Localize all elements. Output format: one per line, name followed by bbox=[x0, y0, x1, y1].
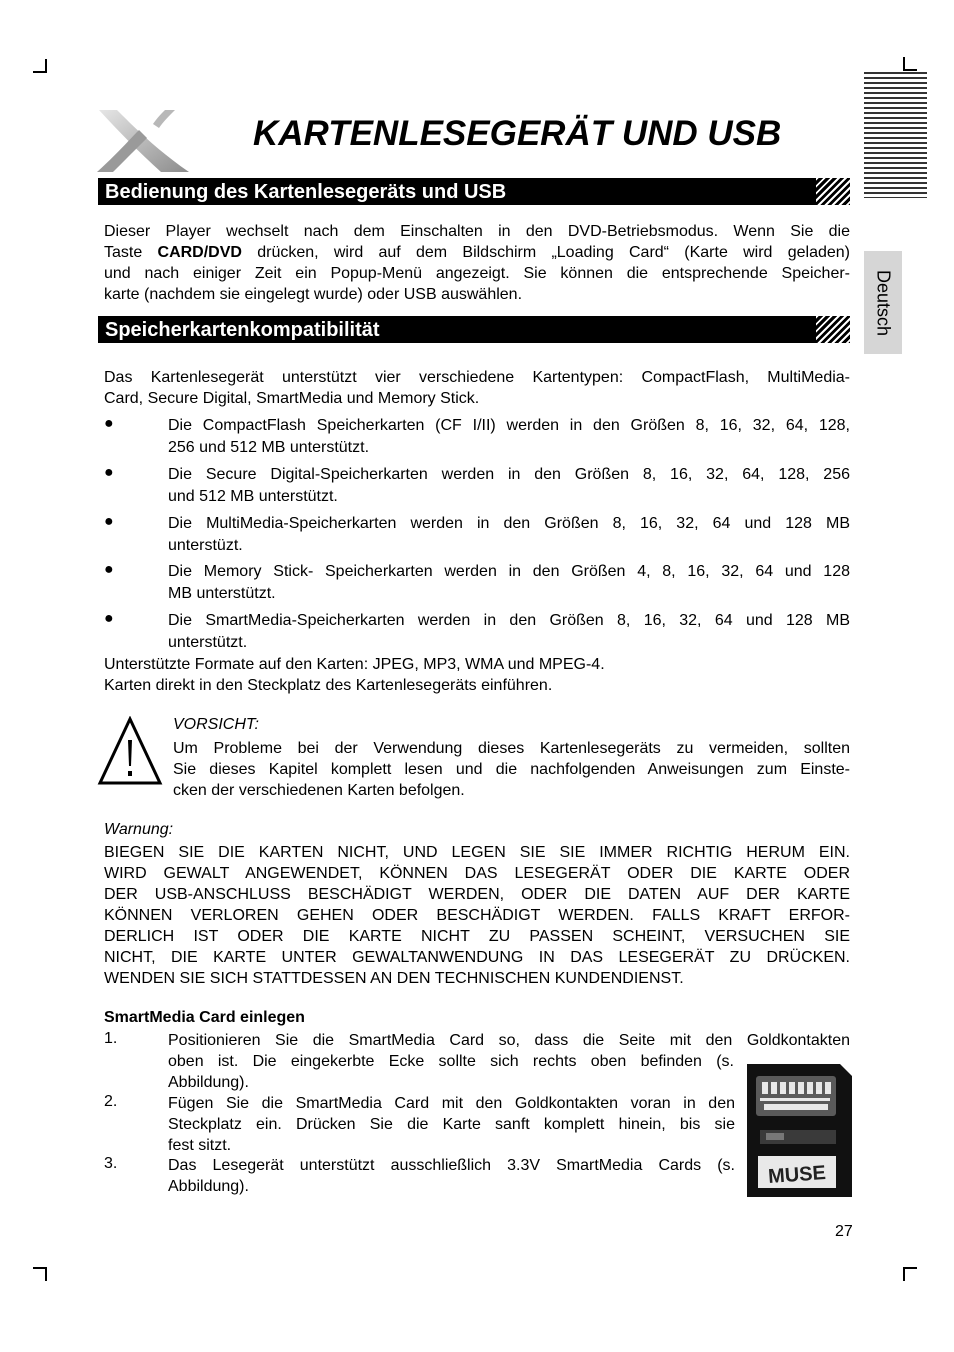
page-number: 27 bbox=[835, 1223, 853, 1240]
text-line: cken der verschiedenen Karten befolgen. bbox=[173, 782, 465, 799]
text-line: KÖNNEN VERLOREN GEHEN ODER BESCHÄDIGT WERDEN. FALLS KRAFT ERFOR- bbox=[104, 907, 850, 924]
text-line: karte (nachdem sie eingelegt wurde) oder USB auswählen. bbox=[104, 286, 523, 303]
heading-bar-pattern bbox=[816, 178, 850, 205]
text-line: Die CompactFlash Speicherkarten (CF I/II) werden in den Größen 8, 16, 32, 64, 128, bbox=[168, 417, 850, 434]
text-line: 256 und 512 MB unterstützt. bbox=[168, 439, 370, 456]
section-heading: Bedienung des Kartenlesegeräts und USB bbox=[105, 181, 507, 203]
text-fragment: Taste bbox=[104, 244, 158, 261]
text-line: WENDEN SIE SICH STATTDESSEN AN DEN TECHNISCHEN KUNDENDIENST. bbox=[104, 970, 684, 987]
page-title: KARTENLESEGERÄT UND USB bbox=[253, 114, 782, 153]
text-line: Card, Secure Digital, SmartMedia und Memory Stick. bbox=[104, 390, 480, 407]
heading-bar-pattern bbox=[816, 316, 850, 343]
caution-title: VORSICHT: bbox=[173, 716, 259, 733]
bullet-icon: ● bbox=[104, 513, 114, 530]
text-line: DER USB-ANSCHLUSS BESCHÄDIGT WERDEN, ODER DIE DATEN AUF DER KARTE bbox=[104, 886, 850, 903]
crop-mark-bottom-right bbox=[903, 1267, 917, 1281]
crop-mark-bottom-left bbox=[33, 1267, 47, 1281]
key-name: CARD/DVD bbox=[157, 244, 242, 261]
text-line: und nach einiger Zeit ein Popup-Menü angezeigt. Sie können die entsprechende Speicher- bbox=[104, 265, 850, 282]
caution-text bbox=[173, 738, 850, 801]
text-fragment: drücken, wird auf dem Bildschirm „Loading Card“ (Karte wird geladen) bbox=[241, 244, 850, 261]
bullet-icon: ● bbox=[104, 610, 114, 627]
text-line: BIEGEN SIE DIE KARTEN NICHT, UND LEGEN SIE SIE IMMER RICHTIG HERUM EIN. bbox=[104, 844, 850, 861]
card-brand-label: MUSE bbox=[767, 1162, 827, 1188]
text-line: Abbildung). bbox=[168, 1178, 249, 1195]
text-line: oben ist. Die eingekerbte Ecke sollte sich rechts oben befinden (s. bbox=[168, 1053, 734, 1070]
text-line: MB unterstützt. bbox=[168, 585, 276, 602]
text-line: DERLICH IST ODER DIE KARTE NICHT ZU PASSEN SCHEINT, VERSUCHEN SIE bbox=[104, 928, 850, 945]
step-number: 2. bbox=[104, 1093, 118, 1110]
step-text bbox=[168, 1155, 735, 1197]
bullet-icon: ● bbox=[104, 561, 114, 578]
step-number: 3. bbox=[104, 1155, 118, 1172]
bullet-icon: ● bbox=[104, 464, 114, 481]
list-item bbox=[168, 513, 850, 557]
text-line: Die Memory Stick- Speicherkarten werden in den Größen 4, 8, 16, 32, 64 und 128 bbox=[168, 563, 850, 580]
text-line: NICHT, DIE KARTE UNTER GEWALTANWENDUNG IN DAS LESEGERÄT ZU DRÜCKEN. bbox=[104, 949, 850, 966]
text-line: Die MultiMedia-Speicherkarten werden in den Größen 8, 16, 32, 64 und 128 MB bbox=[168, 515, 850, 532]
text-line: WIRD GEWALT ANGEWENDET, KÖNNEN DAS LESEGERÄT ODER DIE KARTE ODER bbox=[104, 865, 850, 882]
text-line: unterstützt. bbox=[168, 634, 248, 651]
warning-text bbox=[104, 842, 850, 989]
text-line: Dieser Player wechselt nach dem Einschalten in den DVD-Betriebsmodus. Wenn Sie die bbox=[104, 223, 850, 240]
intro-paragraph bbox=[104, 221, 850, 305]
text-line: Unterstützte Formate auf den Karten: JPEG, MP3, WMA und MPEG-4. bbox=[104, 656, 605, 673]
text-line: und 512 MB unterstützt. bbox=[168, 488, 338, 505]
warning-triangle-icon bbox=[97, 716, 163, 786]
text-line: Steckplatz ein. Drücken Sie die Karte sanft komplett hinein, bis sie bbox=[168, 1116, 735, 1133]
section-heading-bar bbox=[98, 316, 850, 343]
step-text bbox=[168, 1093, 735, 1156]
language-tab bbox=[864, 251, 902, 354]
language-tab-label: Deutsch bbox=[873, 269, 894, 336]
decorative-stripes bbox=[864, 72, 927, 198]
text-line: fest sitzt. bbox=[168, 1137, 232, 1154]
step-number: 1. bbox=[104, 1030, 118, 1047]
text-line: Abbildung). bbox=[168, 1074, 249, 1091]
crop-mark-top-right bbox=[903, 57, 917, 71]
list-item bbox=[168, 610, 850, 654]
list-item bbox=[168, 464, 850, 508]
smartmedia-card-image bbox=[744, 1062, 854, 1199]
bullet-icon: ● bbox=[104, 415, 114, 432]
text-line bbox=[104, 242, 850, 263]
text-line: Karten direkt in den Steckplatz des Kartenlesegeräts einführen. bbox=[104, 677, 553, 694]
list-item bbox=[168, 415, 850, 459]
formats-note bbox=[104, 654, 850, 696]
list-item bbox=[168, 561, 850, 605]
text-line: Positionieren Sie die SmartMedia Card so, dass die Seite mit den Goldkontakten bbox=[168, 1032, 850, 1049]
text-line: unterstüzt. bbox=[168, 537, 243, 554]
text-line: Das Lesegerät unterstützt ausschließlich 3.3V SmartMedia Cards (s. bbox=[168, 1157, 735, 1174]
text-line: Um Probleme bei der Verwendung dieses Kartenlesegeräts zu vermeiden, sollten bbox=[173, 740, 850, 757]
text-line: Fügen Sie die SmartMedia Card mit den Goldkontakten voran in den bbox=[168, 1095, 735, 1112]
compat-lead bbox=[104, 367, 850, 409]
text-line: Die Secure Digital-Speicherkarten werden in den Größen 8, 16, 32, 64, 128, 256 bbox=[168, 466, 850, 483]
crop-mark-top-left bbox=[33, 59, 47, 73]
section-heading: Speicherkartenkompatibilität bbox=[105, 319, 380, 341]
warning-title: Warnung: bbox=[104, 821, 174, 838]
text-line: Die SmartMedia-Speicherkarten werden in den Größen 8, 16, 32, 64 und 128 MB bbox=[168, 612, 850, 629]
text-line: Sie dieses Kapitel komplett lesen und die nachfolgenden Anweisungen zum Einste- bbox=[173, 761, 850, 778]
text-line: Das Kartenlesegerät unterstützt vier verschiedene Kartentypen: CompactFlash, MultiMedia- bbox=[104, 369, 850, 386]
brand-x-logo bbox=[95, 108, 195, 176]
section-heading-bar bbox=[98, 178, 850, 205]
steps-heading: SmartMedia Card einlegen bbox=[104, 1009, 305, 1026]
